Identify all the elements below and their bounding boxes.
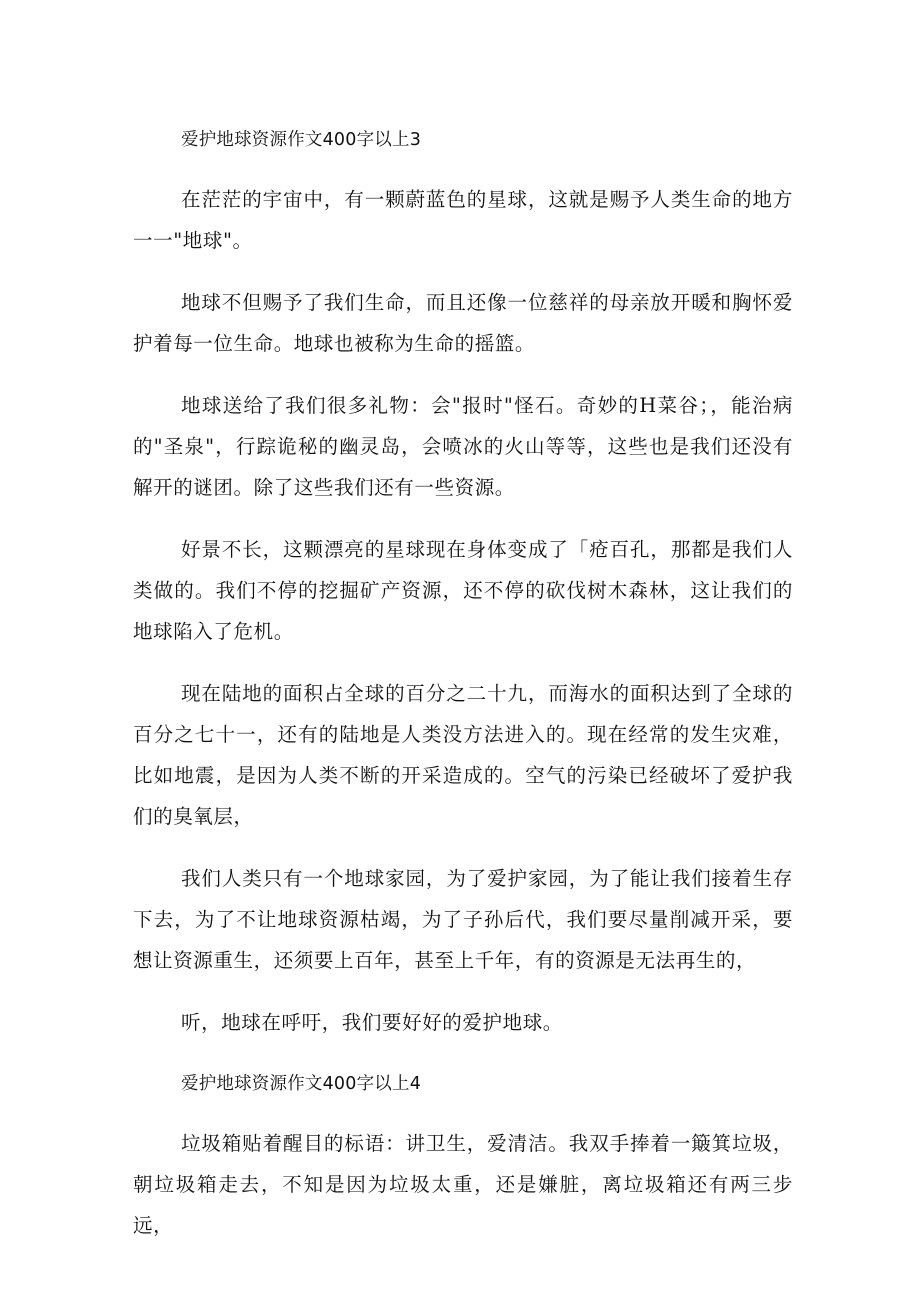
paragraph: 垃圾箱贴着醒目的标语：讲卫生，爱清洁。我双手捧着一簸箕垃圾，朝垃圾箱走去，不知是因为垃圾太重，还是嫌脏，离垃圾箱还有两三步远， xyxy=(133,1132,793,1237)
paragraph: 现在陆地的面积占全球的百分之二十九，而海水的面积达到了全球的百分之七十一，还有的陆地是人类没方法进入的。现在经常的发生灾难，比如地震，是因为人类不断的开采造成的。空气的污染已经破坏了爱护我们的臭氧层， xyxy=(133,682,793,828)
paragraph: 听，地球在呼吁，我们要好好的爱护地球。 xyxy=(181,1011,563,1034)
paragraph: 在茫茫的宇宙中，有一颗蔚蓝色的星球，这就是赐予人类生命的地方一一"地球"。 xyxy=(133,188,793,252)
paragraph: 我们人类只有一个地球家园，为了爱护家园，为了能让我们接着生存下去，为了不让地球资源枯竭，为了子孙后代，我们要尽量削减开采，要想让资源重生，还须要上百年，甚至上千年，有的资源是无法再生的， xyxy=(133,867,793,972)
document-body xyxy=(133,120,793,1246)
paragraph: 好景不长，这颗漂亮的星球现在身体变成了「疮百孔，那都是我们人类做的。我们不停的挖掘矿产资源，还不停的砍伐树木森林，这让我们的地球陷入了危机。 xyxy=(133,538,793,643)
section-heading: 爱护地球资源作文400字以上3 xyxy=(181,130,422,150)
paragraph: 地球送给了我们很多礼物：会"报时"怪石。奇妙的H菜谷；，能治病的"圣泉"，行踪诡秘的幽灵岛，会喷冰的火山等等，这些也是我们还没有解开的谜团。除了这些我们还有一些资源。 xyxy=(133,394,793,499)
paragraph: 地球不但赐予了我们生命，而且还像一位慈祥的母亲放开暖和胸怀爱护着每一位生命。地球也被称为生命的摇篮。 xyxy=(133,291,793,355)
section-heading: 爱护地球资源作文400字以上4 xyxy=(181,1074,422,1094)
